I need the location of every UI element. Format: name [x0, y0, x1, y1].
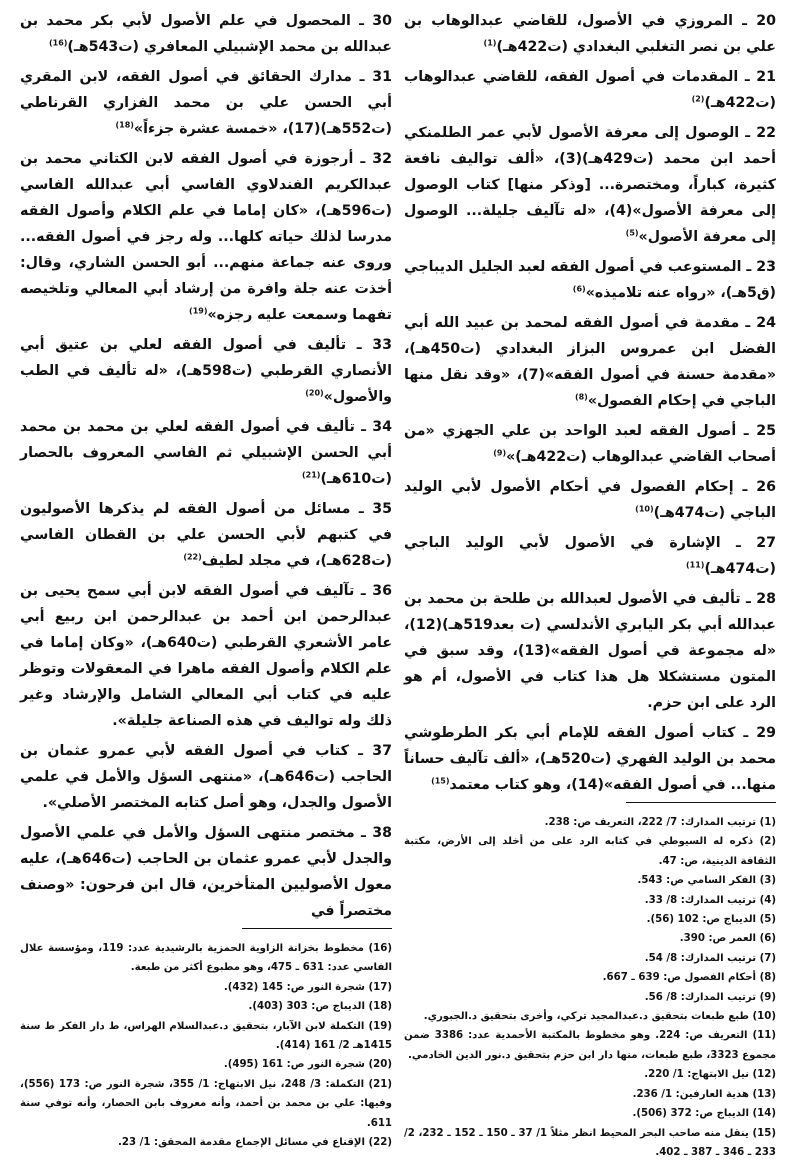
left-entries: [20, 8, 392, 924]
footnote: (18) الديباج ص: 303 (403).: [20, 997, 392, 1016]
entry-31: 31 ـ مدارك الحقائق في أصول الفقه، لابن المقري أبي الحسن علي بن محمد الفزاري القرناطي (ت552هـ)(17)، «خمسة عشرة جزءاً»$^{(18)}$: [20, 64, 392, 142]
footnote: (15) ينقل منه صاحب البحر المحيط انظر مثلاً 1/ 37 ـ 150 ـ 152 ـ 232، 2/ 233 ـ 346 ـ 387 ـ 402.: [404, 1124, 776, 1162]
footnote-divider: [242, 928, 392, 929]
footnote: (3) الفكر السامي ص: 543.: [404, 871, 776, 890]
footnote: (21) التكملة: 3/ 248، نيل الابتهاج: 1/ 355، شجرة النور ص: 173 (556)، وفيها: علي بن محمد بن أحمد، وأنه معروف بابن الحصار، وأنه توفي سنة 611.: [20, 1075, 392, 1133]
footnote: (13) هدية العارفين: 1/ 236.: [404, 1085, 776, 1104]
footnote: (2) ذكره له السيوطي في كتابه الرد على من أخلد إلى الأرض، مكتبة الثقافة الدينية، ص: 47.: [404, 832, 776, 871]
entry-32: 32 ـ أرجوزة في أصول الفقه لابن الكتاني محمد بن عبدالكريم الفندلاوي الفاسي أبي عبدالله الفاسي (ت596هـ)، «كان إماما في علم الكلام وأصول الفقه مدرسا لذلك حياته كلها... وله رجز في أصول الفقه... وروى عنه جماعة منهم... أبو الحسن الشاري، وقال: أخذت عنه جلة وافرة من إرشاد أبي المعالي وتلخيصه تفهما وسمعت عليه رجزه»$^{(19)}$: [20, 146, 392, 328]
entry-35: 35 ـ مسائل من أصول الفقه لم يذكرها الأصوليون في كتبهم لأبي الحسن علي بن القطان الفاسي (ت628هـ)، في مجلد لطيف$^{(22)}$: [20, 496, 392, 574]
entry-33: 33 ـ تأليف في أصول الفقه لعلي بن عتيق أبي الأنصاري القرطبي (ت598هـ)، «له تأليف في الطب والأصول»$^{(20)}$: [20, 332, 392, 410]
footnote: (12) نيل الابتهاج: 1/ 220.: [404, 1065, 776, 1084]
footnote: (19) التكملة لابن الآبار، بتحقيق د.عبدالسلام الهراس، ط دار الفكر ط سنة 1415هـ 2/ 161 (414).: [20, 1017, 392, 1056]
right-footnotes: [404, 813, 776, 1162]
entry-24: 24 ـ مقدمة في أصول الفقه لمحمد بن عبيد الله أبي الفضل ابن عمروس البزاز البغدادي (ت450هـ)، «مقدمة حسنة في أصول الفقه»(7)، «وقد نقل منها الباجي في إحكام الفصول»$^{(8)}$: [404, 310, 776, 414]
footnote: (4) ترتيب المدارك: 8/ 33.: [404, 891, 776, 910]
entry-21: 21 ـ المقدمات في أصول الفقه، للقاضي عبدالوهاب (ت422هـ)$^{(2)}$: [404, 64, 776, 116]
footnote: (10) طبع طبعات بتحقيق د.عبدالمجيد تركي، وأخرى بتحقيق د.الجبوري.: [404, 1007, 776, 1026]
left-column: [20, 8, 392, 1152]
footnote: (6) العمر ص: 390.: [404, 929, 776, 948]
footnote: (11) التعريف ص: 224. وهو مخطوط بالمكتبة الأحمدية عدد: 3386 ضمن مجموع 3323، طبع طبعات، منها دار ابن حزم بتحقيق د.نور الدين الخادمي.: [404, 1026, 776, 1065]
entry-20: 20 ـ المروزي في الأصول، للقاضي عبدالوهاب بن علي بن نصر التغلبي البغدادي (ت422هـ)$^{(1)}$: [404, 8, 776, 60]
footnote: (8) أحكام الفصول ص: 639 ـ 667.: [404, 968, 776, 987]
footnote: (22) الإقناع في مسائل الإجماع مقدمة المحقق: 1/ 23.: [20, 1133, 392, 1152]
entry-38: 38 ـ مختصر منتهى السؤل والأمل في علمي الأصول والجدل لأبي عمرو عثمان بن الحاجب (ت646هـ)، عليه معول الأصوليين المتأخرين، قال ابن فرحون: «وصنف مختصراً في: [20, 820, 392, 924]
footnote: (20) شجرة النور ص: 161 (495).: [20, 1055, 392, 1074]
footnote: (7) ترتيب المدارك: 8/ 54.: [404, 949, 776, 968]
footnote-divider: [626, 802, 776, 803]
entry-25: 25 ـ أصول الفقه لعبد الواحد بن علي الجهزي «من أصحاب القاضي عبدالوهاب (ت422هـ)»$^{(9)}$: [404, 418, 776, 470]
entry-30: 30 ـ المحصول في علم الأصول لأبي بكر محمد بن عبدالله بن محمد الإشبيلي المعافري (ت543هـ)$^{(16)}$: [20, 8, 392, 60]
footnote: (14) الديباج ص: 372 (506).: [404, 1104, 776, 1123]
entry-29: 29 ـ كتاب أصول الفقه للإمام أبي بكر الطرطوشي محمد بن الوليد الفهري (ت520هـ)، «ألف تآليف حساناً منها... في أصول الفقه»(14)، وهو كتاب معتمد$^{(15)}$: [404, 720, 776, 798]
entry-22: 22 ـ الوصول إلى معرفة الأصول لأبي عمر الطلمنكي أحمد ابن محمد (ت429هـ)(3)، «ألف تواليف نافعة كثيرة، كباراً، ومختصرة... [وذكر منها] كتاب الوصول إلى معرفة الأصول»(4)، «له تآليف جليلة... الوصول إلى معرفة الأصول»$^{(5)}$: [404, 120, 776, 250]
footnote: (5) الديباج ص: 102 (56).: [404, 910, 776, 929]
entry-23: 23 ـ المستوعب في أصول الفقه لعبد الجليل الديباجي (ق5هـ)، «رواه عنه تلاميذه»$^{(6)}$: [404, 254, 776, 306]
entry-36: 36 ـ تآليف في أصول الفقه لابن أبي سمح يحيى بن عبدالرحمن ابن أحمد بن عبدالرحمن ابن ربيع أبي عامر الأشعري القرطبي (ت640هـ)، «وكان إماما في علم الكلام وأصول الفقه ماهرا في المعقولات وتوظر عليه في كتاب أبي المعالي الشامل والإرشاد وغير ذلك وله تواليف في هذه الصناعة جليلة».: [20, 578, 392, 734]
entry-34: 34 ـ تأليف في أصول الفقه لعلي بن محمد بن محمد أبي الحسن الإشبيلي ثم الفاسي المعروف بالحصار (ت610هـ)$^{(21)}$: [20, 414, 392, 492]
footnote: (17) شجرة النور ص: 145 (432).: [20, 978, 392, 997]
entry-27: 27 ـ الإشارة في الأصول لأبي الوليد الباجي (ت474هـ)$^{(11)}$: [404, 530, 776, 582]
entry-37: 37 ـ كتاب في أصول الفقه لأبي عمرو عثمان بن الحاجب (ت646هـ)، «منتهى السؤل والأمل في علمي الأصول والجدل، وهو أصل كتابه المختصر الأصلي».: [20, 738, 392, 816]
footnote: (1) ترتيب المدارك: 7/ 222، التعريف ص: 238.: [404, 813, 776, 832]
right-entries: [404, 8, 776, 798]
footnote: (9) ترتيب المدارك: 8/ 56.: [404, 988, 776, 1007]
entry-26: 26 ـ إحكام الفصول في أحكام الأصول لأبي الوليد الباجي (ت474هـ)$^{(10)}$: [404, 474, 776, 526]
right-column: [404, 8, 776, 1162]
footnote: (16) مخطوط بخزانة الزاوية الحمزية بالرشيدية عدد: 119، ومؤسسة علال الفاسي عدد: 631 ـ 475، وهو مطبوع أكثر من طبعة.: [20, 939, 392, 978]
left-footnotes: [20, 939, 392, 1152]
entry-28: 28 ـ تأليف في الأصول لعبدالله بن طلحة بن محمد بن عبدالله أبي بكر اليابري الأندلسي (ت بعد519هـ)(12)، «له مجموعة في أصول الفقه»(13)، وقد سبق في المتون مستشكلا هل هذا كتاب في الأصول، أم هو الرد على ابن حزم.: [404, 586, 776, 716]
